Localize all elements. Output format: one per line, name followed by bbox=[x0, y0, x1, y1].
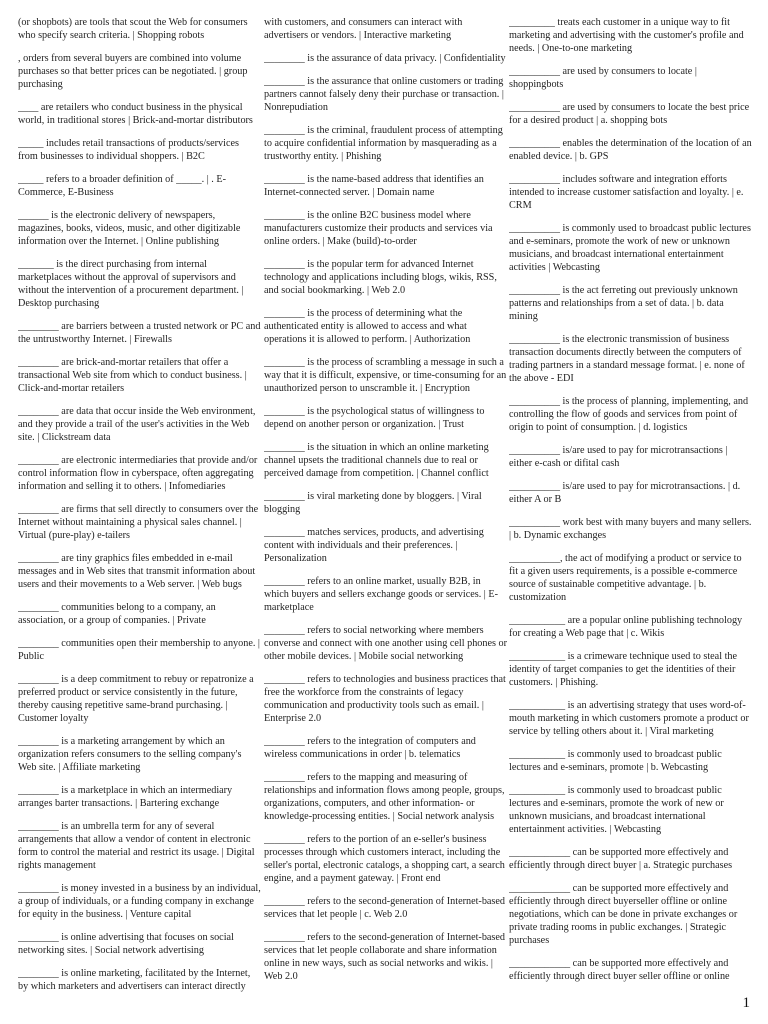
flashcard-entry: with customers, and consumers can interact with advertisers or vendors. | Interactive marketing bbox=[264, 17, 463, 41]
flashcard-entry: ________ refers to the mapping and measuring of relationships and information flows among people, groups, organizations, computers, and other information- or knowledge-processing entities. | Social network analysis bbox=[264, 772, 505, 822]
flashcard-entry: ________ is the psychological status of willingness to depend on another person or organization. | Trust bbox=[264, 406, 485, 430]
flashcard-entry: , orders from several buyers are combined into volume purchases so that better prices can be negotiated. | group purchasing bbox=[18, 53, 248, 90]
flashcard-entry: ________ is the assurance that online customers or trading partners cannot falsely deny their purchase or transaction. | Nonrepudiation bbox=[264, 76, 504, 113]
flashcard-entry: ________ is the online B2C business model where manufacturers customize their products and services via online orders. | Make (build)-to-order bbox=[264, 210, 493, 247]
flashcard-entry: ________ matches services, products, and advertising content with individuals and their preferences. | Personalization bbox=[264, 527, 484, 564]
flashcard-entry: ________ is money invested in a business by an individual, a group of individuals, or a funding company in exchange for equity in the business. | Venture capital bbox=[18, 883, 261, 920]
flashcard-entry: ________ is a marketplace in which an intermediary arranges barter transactions. | Bartering exchange bbox=[18, 785, 233, 809]
column-3 bbox=[509, 16, 752, 996]
flashcard-entry: ________ are tiny graphics files embedded in e-mail messages and in Web sites that transmit information about users and their movements to a Web server. | Web bugs bbox=[18, 553, 256, 590]
flashcard-entry: ________ communities belong to a company, an association, or a group of companies. | Private bbox=[18, 602, 216, 626]
flashcard-entry: ________ are firms that sell directly to consumers over the Internet without maintaining a physical sales channel. | Virtual (pure-play) e-tailers bbox=[18, 504, 259, 541]
flashcard-entry: __________ is the act ferreting out previously unknown patterns and relationships from a set of data. | b. data mining bbox=[509, 285, 738, 322]
flashcard-entry: ___________ is commonly used to broadcast public lectures and e-seminars, promote the work of new or unknown musicians, and broadcast international entertainment activities. | Webcasting bbox=[509, 785, 724, 835]
flashcard-entry: __________ is the process of planning, implementing, and controlling the flow of goods and services from point of origin to point of consumption. | d. logistics bbox=[509, 396, 749, 433]
flashcard-entry: ________ is the assurance of data privacy. | Confidentiality bbox=[264, 53, 506, 64]
flashcard-entry: ___________ is an advertising strategy that uses word-of-mouth marketing in which customers promote a product or service by telling others about it. | Viral marketing bbox=[509, 700, 749, 737]
flashcard-entry: ________ refers to technologies and business practices that free the workforce from the constraints of legacy communication and productivity tools such as email. | Enterprise 2.0 bbox=[264, 674, 506, 724]
flashcard-entry: __________, the act of modifying a product or service to fit a given users requirements, is a possible e-commerce source of sustainable competitive advantage. | b. customization bbox=[509, 553, 742, 603]
flashcard-entry: __________ is the electronic transmission of business transaction documents directly between the computers of trading partners in a standard message format. | e. none of the above - EDI bbox=[509, 334, 745, 384]
flashcard-entry: ________ is the criminal, fraudulent process of attempting to acquire confidential information by masquerading as a trustworthy entity. | Phishing bbox=[264, 125, 503, 162]
flashcard-entry: ________ are brick-and-mortar retailers that offer a transactional Web site from which to conduct business. | Click-and-mortar retailers bbox=[18, 357, 247, 394]
flashcard-entry: __________ enables the determination of the location of an enabled device. | b. GPS bbox=[509, 138, 752, 162]
flashcard-entry: ________ is online advertising that focuses on social networking sites. | Social network advertising bbox=[18, 932, 234, 956]
flashcard-entry: _______ is the direct purchasing from internal marketplaces without the approval of supervisors and without the intervention of a procurement department. | Desktop purchasing bbox=[18, 259, 244, 309]
flashcard-entry: ________ is a deep commitment to rebuy or repatronize a preferred product or service consistently in the future, thereby causing repetitive same-brand purchasing. | Customer loyalty bbox=[18, 674, 254, 724]
flashcard-entry: ________ is the process of determining what the authenticated entity is allowed to access and what operations it is allowed to perform. | Authorization bbox=[264, 308, 471, 345]
flashcard-entry: ___________ is a crimeware technique used to steal the identity of target companies to get the identities of their customers. | Phishing. bbox=[509, 651, 738, 688]
flashcard-entry: ________ is online marketing, facilitated by the Internet, by which marketers and advertisers can interact directly bbox=[18, 968, 251, 992]
flashcard-entry: ________ is the popular term for advanced Internet technology and applications including blogs, wikis, RSS, and social bookmarking. | Web 2.0 bbox=[264, 259, 497, 296]
flashcard-entry: __________ are used by consumers to locate | shoppingbots bbox=[509, 66, 697, 90]
flashcard-entry: ________ are data that occur inside the Web environment, and they provide a trail of the user's activities in the Web site. | Clickstream data bbox=[18, 406, 256, 443]
flashcard-entry: ____________ can be supported more effectively and efficiently through direct buyerseller offline or online negotiations, which can be done in private exchanges or private trading rooms in public exchanges. | Strategic purchases bbox=[509, 883, 738, 946]
flashcard-entry: __________ work best with many buyers and many sellers. | b. Dynamic exchanges bbox=[509, 517, 752, 541]
flashcard-entry: ________ refers to the second-generation of Internet-based services that let people collaborate and share information online in new ways, such as social networks and wikis. | Web 2.0 bbox=[264, 932, 506, 982]
flashcard-entry: ___________ is commonly used to broadcast public lectures and e-seminars, promote | b. Webcasting bbox=[509, 749, 722, 773]
flashcard-entry: ________ is the process of scrambling a message in such a way that it is difficult, expensive, or time-consuming for an unauthorized person to unscramble it. | Encryption bbox=[264, 357, 507, 394]
flashcard-entry: __________ includes software and integration efforts intended to increase customer satisfaction and loyalty. | e. CRM bbox=[509, 174, 744, 211]
flashcard-entry: ____ are retailers who conduct business in the physical world, in traditional stores | Brick-and-mortar distributors bbox=[18, 102, 253, 126]
flashcard-entry: __________ is commonly used to broadcast public lectures and e-seminars, promote the work of new or unknown musicians, and broadcast international entertainment activities | Webcasting bbox=[509, 223, 751, 273]
flashcard-entry: ____________ can be supported more effectively and efficiently through direct buyer | a. Strategic purchases bbox=[509, 847, 733, 871]
flashcard-entry: _____ refers to a broader definition of _____. | . E-Commerce, E-Business bbox=[18, 174, 226, 198]
flashcard-entry: ________ are barriers between a trusted network or PC and the untrustworthy Internet. | Firewalls bbox=[18, 321, 261, 345]
flashcard-entry: __________ is/are used to pay for microtransactions | either e-cash or difital cash bbox=[509, 445, 728, 469]
flashcard-entry: (or shopbots) are tools that scout the Web for consumers who specify search criteria. | Shopping robots bbox=[18, 17, 248, 41]
flashcard-entry: ________ are electronic intermediaries that provide and/or control information flow in cyberspace, often aggregating information and selling it to others. | Infomediaries bbox=[18, 455, 258, 492]
flashcard-entry: ________ refers to the second-generation of Internet-based services that let people | c. Web 2.0 bbox=[264, 896, 506, 920]
flashcard-entry: ________ is the name-based address that identifies an Internet-connected server. | Domain name bbox=[264, 174, 484, 198]
column-2 bbox=[264, 16, 507, 1010]
flashcard-entry: ________ refers to an online market, usually B2B, in which buyers and sellers exchange goods or services. | E-marketplace bbox=[264, 576, 499, 613]
flashcard-entry: ________ refers to social networking where members converse and connect with one another using cell phones or other mobile devices. | Mobile social networking bbox=[264, 625, 507, 662]
flashcard-entry: __________ is/are used to pay for microtransactions. | d. either A or B bbox=[509, 481, 741, 505]
flashcard-entry: ________ is an umbrella term for any of several arrangements that allow a vendor of content in electronic form to control the material and restrict its usage. | Digital rights management bbox=[18, 821, 255, 871]
flashcard-entry: ________ communities open their membership to anyone. | Public bbox=[18, 638, 260, 662]
column-1 bbox=[18, 16, 261, 1010]
flashcard-entry: ________ is a marketing arrangement by which an organization refers consumers to the selling company's Web site. | Affiliate marketing bbox=[18, 736, 242, 773]
page-number: 1 bbox=[742, 995, 750, 1011]
flashcard-entry: ___________ are a popular online publishing technology for creating a Web page that | c. Wikis bbox=[509, 615, 743, 639]
flashcard-entry: ________ refers to the portion of an e-seller's business processes through which customers interact, including the seller's portal, electronic catalogs, a shopping cart, a search engine, and a payment gateway. | Front end bbox=[264, 834, 505, 884]
flashcard-entry: ________ is viral marketing done by bloggers. | Viral blogging bbox=[264, 491, 482, 515]
flashcard-entry: _____ includes retail transactions of products/services from businesses to individual shoppers. | B2C bbox=[18, 138, 239, 162]
flashcard-entry: ______ is the electronic delivery of newspapers, magazines, books, videos, music, and other digitizable information over the Internet. | Online publishing bbox=[18, 210, 241, 247]
flashcard-entry: ____________ can be supported more effectively and efficiently through direct buyer seller offline or online bbox=[509, 958, 730, 982]
flashcard-entry: ________ refers to the integration of computers and wireless communications in order | b. telematics bbox=[264, 736, 476, 760]
flashcard-entry: ________ is the situation in which an online marketing channel upsets the traditional channels due to real or perceived damage from competition. | Channel conflict bbox=[264, 442, 489, 479]
flashcard-entry: __________ are used by consumers to locate the best price for a desired product | a. shopping bots bbox=[509, 102, 750, 126]
flashcard-entry: _________ treats each customer in a unique way to fit marketing and advertising with the customer's profile and needs. | One-to-one marketing bbox=[509, 17, 744, 54]
